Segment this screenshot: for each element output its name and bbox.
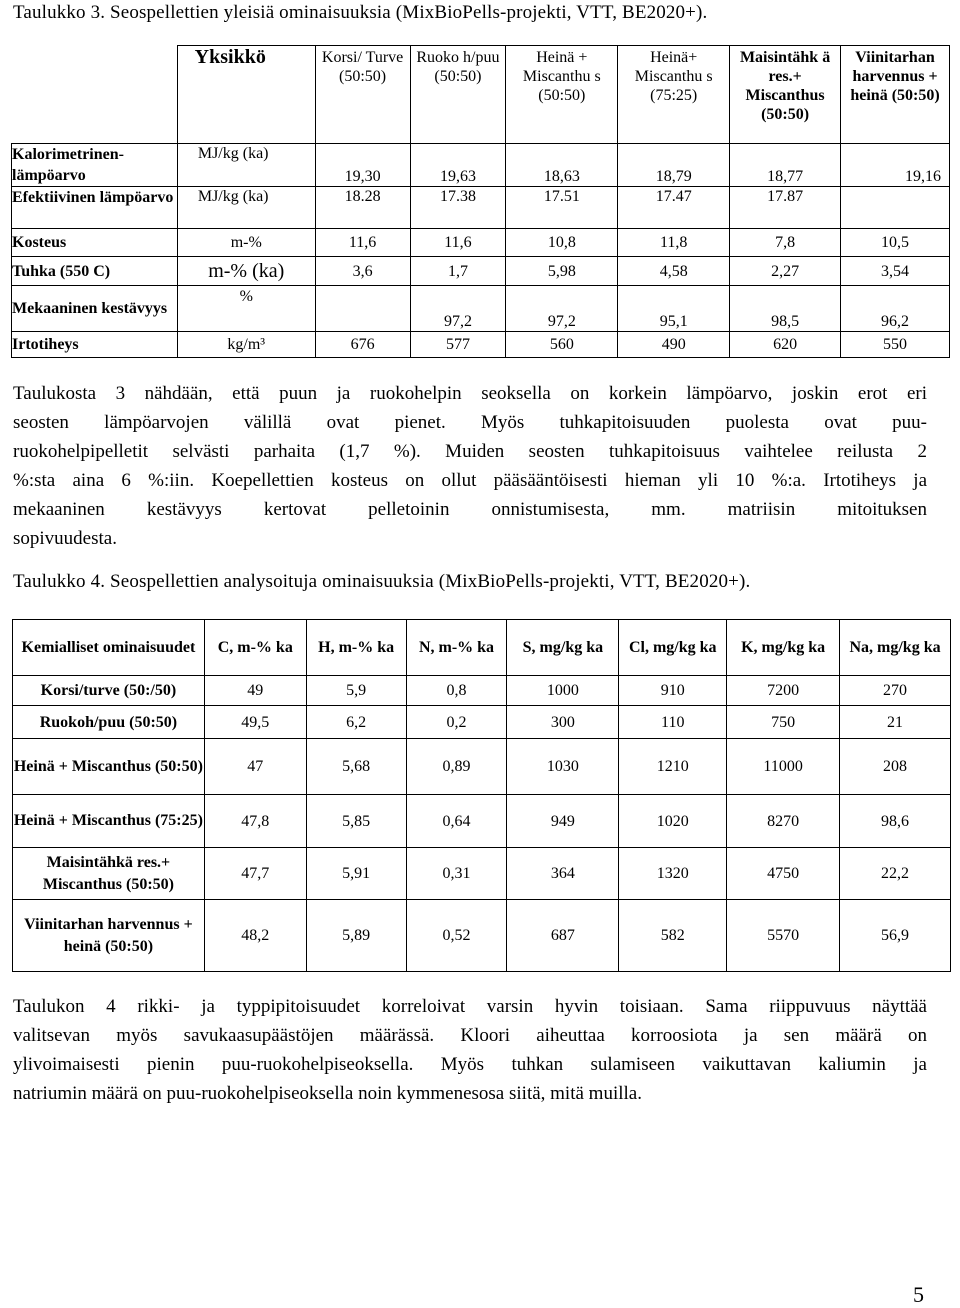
cell: 490 [618,332,730,358]
table4-header: H, m-% ka [306,620,406,676]
table4-row [13,706,951,739]
paragraph-1 [13,379,927,553]
table4-row [13,900,951,972]
cell: 1210 [619,739,727,795]
cell: 550 [841,332,950,358]
table4-row [13,676,951,706]
cell: 1320 [619,848,727,900]
cell: 2,27 [730,257,841,286]
table4-caption: Taulukko 4. Seospellettien analysoituja ominaisuuksia (MixBioPells-projekti, VTT, BE2020+). [13,571,751,592]
row-label: Kosteus [12,229,178,257]
table4-header: N, m-% ka [406,620,507,676]
cell: 4750 [727,848,840,900]
cell: 19,16 [841,144,950,187]
text-line: valitsevan myös savukaasupäästöjen määrässä. Kloori aiheuttaa korroosiota ja sen määrä on [13,1025,927,1046]
table3-header-unit [177,46,315,144]
cell: 8270 [727,795,840,848]
table3-header-row [12,46,950,144]
cell: 0,31 [406,848,507,900]
cell: 98,6 [840,795,951,848]
row-label: Mekaaninen kestävyys [12,286,178,332]
cell: 300 [507,706,619,739]
cell: 5,85 [306,795,406,848]
cell: 1000 [507,676,619,706]
cell [315,286,410,332]
table3-header-col3: Heinä + Miscanthu s (50:50) [506,46,618,144]
cell: 750 [727,706,840,739]
cell: 5,9 [306,676,406,706]
cell: 0,2 [406,706,507,739]
cell: 6,2 [306,706,406,739]
row-label: Korsi/turve (50:/50) [13,676,205,706]
table3-header-empty [12,46,178,144]
cell: 22,2 [840,848,951,900]
cell: 1020 [619,795,727,848]
cell [841,187,950,229]
cell: 5,91 [306,848,406,900]
paragraph-2 [13,992,927,1108]
table4-row [13,848,951,900]
table3-row [12,144,950,187]
table4-header-row [13,620,951,676]
cell: 577 [410,332,506,358]
row-unit: m-% (ka) [177,257,315,286]
row-unit: MJ/kg (ka) [177,144,315,187]
text-line: natriumin määrä on puu-ruokohelpiseoksella noin kymmenesosa siitä, mitä muilla. [13,1083,642,1104]
cell: 676 [315,332,410,358]
cell: 1,7 [410,257,506,286]
cell: 17.51 [506,187,618,229]
table3-header-col4: Heinä+ Miscanthu s (75:25) [618,46,730,144]
table4-header: Kemialliset ominaisuudet [13,620,205,676]
text-line: seosten lämpöarvojen välillä ovat pienet. Myös tuhkapitoisuuden puolesta ovat puu- [13,412,927,433]
cell: 11,6 [410,229,506,257]
cell: 18,63 [506,144,618,187]
cell: 5,89 [306,900,406,972]
table3-row [12,332,950,358]
cell: 47,7 [204,848,306,900]
row-label: Efektiivinen lämpöarvo [12,187,178,229]
cell: 21 [840,706,951,739]
cell: 7,8 [730,229,841,257]
cell: 7200 [727,676,840,706]
cell: 98,5 [730,286,841,332]
table3-row [12,257,950,286]
cell: 18,79 [618,144,730,187]
cell: 96,2 [841,286,950,332]
table4-header: S, mg/kg ka [507,620,619,676]
cell: 0,8 [406,676,507,706]
text-line: mekaaninen kestävyys kertovat pelletoinin onnistumisesta, mm. matriisin mitoituksen [13,499,927,520]
cell: 17.87 [730,187,841,229]
header-text: Yksikkö [194,46,266,68]
cell: 19,30 [315,144,410,187]
cell: 364 [507,848,619,900]
cell: 48,2 [204,900,306,972]
table3-header-col6: Viinitarhan harvennus + heinä (50:50) [841,46,950,144]
cell: 5570 [727,900,840,972]
cell: 11,8 [618,229,730,257]
cell: 582 [619,900,727,972]
cell: 97,2 [506,286,618,332]
row-unit: % [177,286,315,332]
cell: 949 [507,795,619,848]
cell: 49,5 [204,706,306,739]
text-line: Taulukon 4 rikki- ja typpipitoisuudet korreloivat varsin hyvin toisiaan. Sama riippuvuus näyttää [13,996,927,1017]
cell: 10,5 [841,229,950,257]
table4-row [13,795,951,848]
cell: 10,8 [506,229,618,257]
cell: 1030 [507,739,619,795]
text-line: %:sta aina 6 %:iin. Koepellettien kosteus on ollut pääsääntöisesti hieman yli 10 %:a. Irtotiheys ja [13,470,927,491]
cell: 110 [619,706,727,739]
cell: 910 [619,676,727,706]
cell: 0,52 [406,900,507,972]
row-label: Ruokoh/puu (50:50) [13,706,205,739]
cell: 5,68 [306,739,406,795]
cell: 620 [730,332,841,358]
table4-header: C, m-% ka [204,620,306,676]
page-number: 5 [913,1282,924,1307]
cell: 19,63 [410,144,506,187]
row-label: Tuhka (550 C) [12,257,178,286]
text-line: ylivoimaisesti pienin puu-ruokohelpiseoksella. Myös tuhkan sulamiseen vaikuttavan kaliumin ja [13,1054,927,1075]
cell: 49 [204,676,306,706]
cell: 18.28 [315,187,410,229]
cell: 11,6 [315,229,410,257]
cell: 687 [507,900,619,972]
cell: 3,54 [841,257,950,286]
cell: 0,64 [406,795,507,848]
row-label: Heinä + Miscanthus (50:50) [13,739,205,795]
table3-header-col2: Ruoko h/puu (50:50) [410,46,506,144]
row-label: Irtotiheys [12,332,178,358]
table4-header: Na, mg/kg ka [840,620,951,676]
row-unit: MJ/kg (ka) [177,187,315,229]
cell: 270 [840,676,951,706]
row-label: Kalorimetrinen-lämpöarvo [12,144,178,187]
row-unit: m-% [177,229,315,257]
cell: 17.47 [618,187,730,229]
row-label: Maisintähkä res.+ Miscanthus (50:50) [13,848,205,900]
cell: 97,2 [410,286,506,332]
cell: 18,77 [730,144,841,187]
text-line: ruokohelpipelletit selvästi parhaita (1,7 %). Muiden seosten tuhkapitoisuus vaihtelee reilusta 2 [13,441,927,462]
table4-row [13,739,951,795]
cell: 56,9 [840,900,951,972]
table4 [12,619,951,972]
text-line: sopivuudesta. [13,528,117,549]
table4-header: K, mg/kg ka [727,620,840,676]
row-label: Viinitarhan harvennus + heinä (50:50) [13,900,205,972]
table3-header-col1: Korsi/ Turve (50:50) [315,46,410,144]
cell: 17.38 [410,187,506,229]
row-label: Heinä + Miscanthus (75:25) [13,795,205,848]
table3 [11,45,950,358]
cell: 208 [840,739,951,795]
table3-header-col5: Maisintähk ä res.+ Miscanthus (50:50) [730,46,841,144]
table3-row [12,187,950,229]
table4-header: Cl, mg/kg ka [619,620,727,676]
cell: 47 [204,739,306,795]
cell: 560 [506,332,618,358]
table3-row [12,229,950,257]
cell: 11000 [727,739,840,795]
cell: 5,98 [506,257,618,286]
cell: 3,6 [315,257,410,286]
cell: 4,58 [618,257,730,286]
cell: 0,89 [406,739,507,795]
row-unit: kg/m³ [177,332,315,358]
table3-row [12,286,950,332]
cell: 95,1 [618,286,730,332]
table3-caption: Taulukko 3. Seospellettien yleisiä ominaisuuksia (MixBioPells-projekti, VTT, BE2020+). [13,2,708,23]
text-line: Taulukosta 3 nähdään, että puun ja ruokohelpin seoksella on korkein lämpöarvo, joskin erot eri [13,383,927,404]
cell: 47,8 [204,795,306,848]
